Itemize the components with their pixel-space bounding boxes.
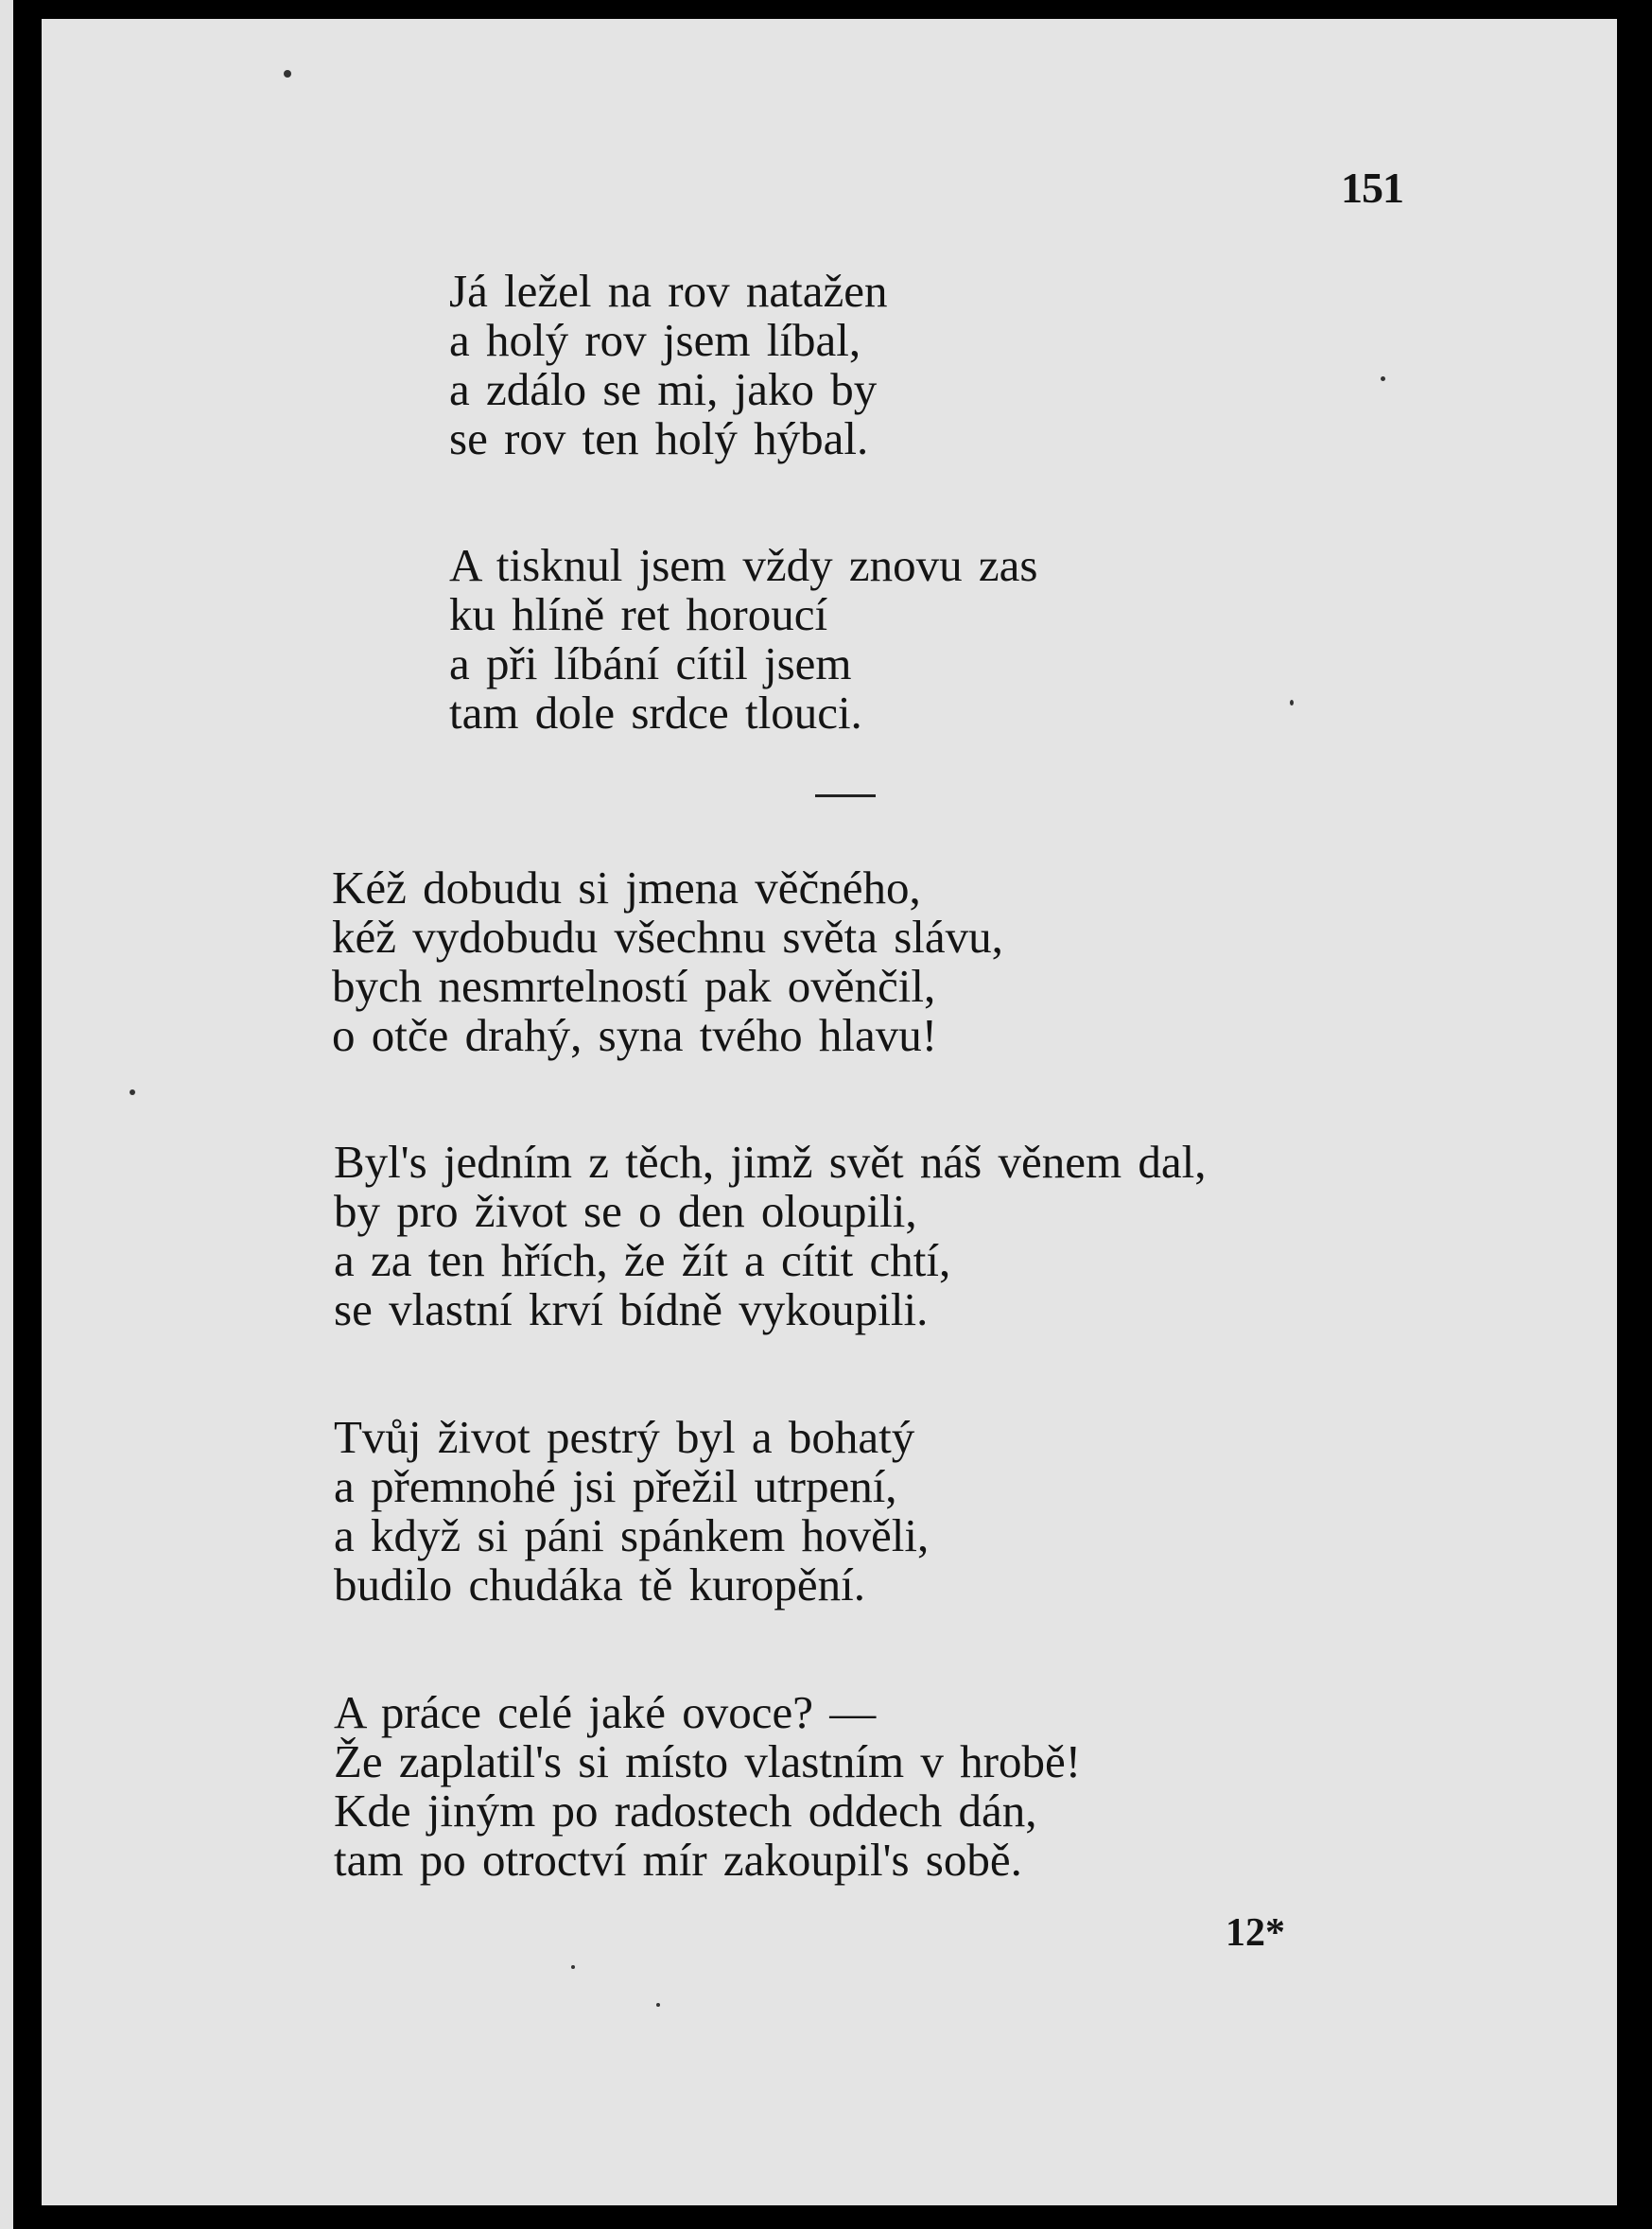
verse-line: a když si páni spánkem hověli, <box>334 1509 930 1561</box>
scan-speck <box>1381 376 1385 381</box>
verse-line: o otče drahý, syna tvého hlavu! <box>332 1009 938 1061</box>
section-separator <box>815 794 876 797</box>
verse-line: a holý rov jsem líbal, <box>449 314 861 366</box>
stanza-2 <box>449 541 1037 738</box>
scan-speck <box>656 2003 660 2007</box>
verse-line: Kde jiným po radostech oddech dán, <box>334 1785 1037 1837</box>
stanza-5 <box>334 1413 929 1610</box>
verse-line: kéž vydobudu všechnu světa slávu, <box>332 911 1003 963</box>
verse-line: se rov ten holý hýbal. <box>449 412 869 464</box>
verse-line: tam po otroctví mír zakoupil's sobě. <box>334 1834 1022 1886</box>
scan-speck <box>571 1965 575 1969</box>
verse-line: by pro život se o den oloupili, <box>334 1185 917 1237</box>
scan-speck <box>284 70 291 78</box>
verse-line: tam dole srdce tlouci. <box>449 687 862 739</box>
verse-line: bych nesmrtelností pak ověnčil, <box>332 960 936 1012</box>
book-page <box>42 19 1617 2205</box>
verse-line: Že zaplatil's si místo vlastním v hrobě! <box>334 1735 1082 1787</box>
verse-line: Tvůj život pestrý byl a bohatý <box>334 1411 915 1463</box>
verse-line: A tisknul jsem vždy znovu zas <box>449 539 1038 591</box>
verse-line: a přemnohé jsi přežil utrpení, <box>334 1460 897 1512</box>
stanza-4 <box>334 1138 1206 1334</box>
verse-line: a při líbání cítil jsem <box>449 637 852 689</box>
verse-line: Já ležel na rov natažen <box>449 265 888 317</box>
scan-speck <box>130 1089 135 1095</box>
stanza-1 <box>449 267 887 463</box>
stanza-6 <box>334 1688 1081 1885</box>
signature-mark: 12* <box>1226 1911 1285 1955</box>
verse-line: A práce celé jaké ovoce? — <box>334 1686 877 1738</box>
page-number: 151 <box>1341 164 1403 212</box>
verse-line: a za ten hřích, že žít a cítit chtí, <box>334 1234 951 1286</box>
facing-page-edge <box>0 0 13 2229</box>
verse-line: Kéž dobudu si jmena věčného, <box>332 862 921 914</box>
verse-line: ku hlíně ret horoucí <box>449 588 828 640</box>
verse-line: Byl's jedním z těch, jimž svět náš věnem dal, <box>334 1136 1207 1188</box>
verse-line: se vlastní krví bídně vykoupili. <box>334 1283 929 1335</box>
verse-line: a zdálo se mi, jako by <box>449 363 878 415</box>
verse-line: budilo chudáka tě kuropění. <box>334 1559 866 1611</box>
scan-speck <box>1290 700 1294 705</box>
stanza-3 <box>332 863 1003 1060</box>
